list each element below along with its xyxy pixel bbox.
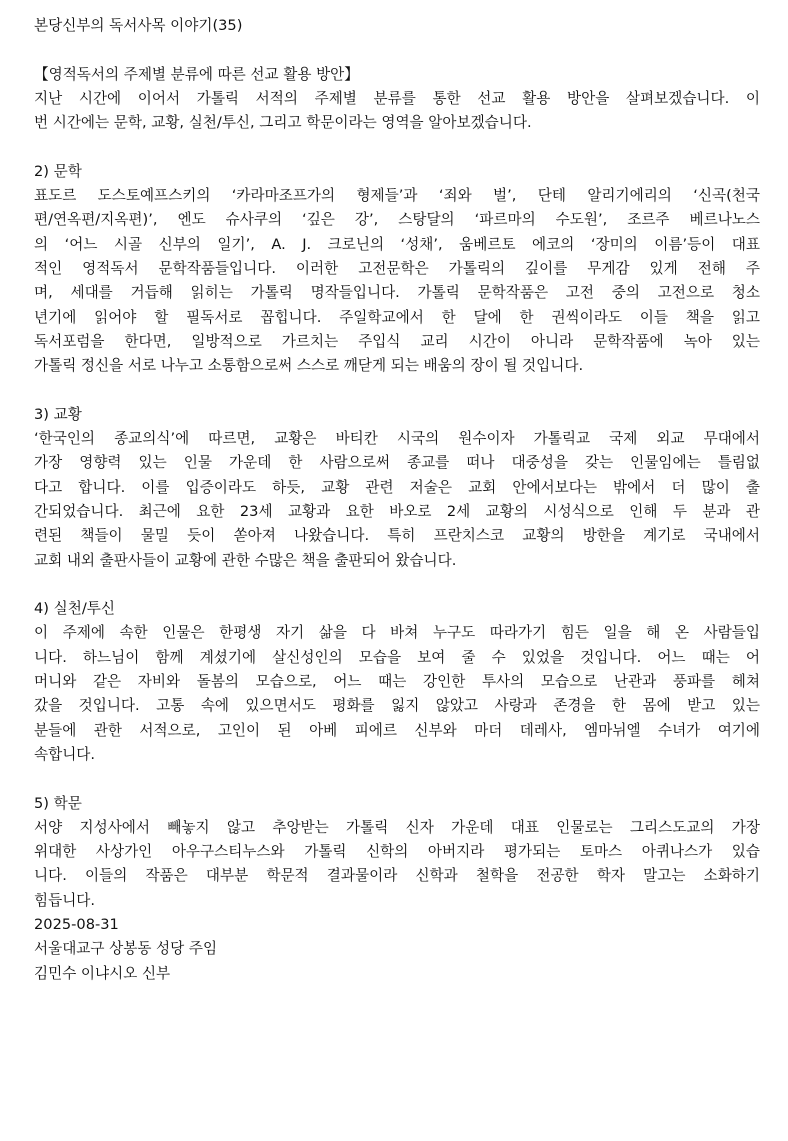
paragraph-line: 의 ‘어느 시골 신부의 일기’, A. J. 크로닌의 ‘성채’, 움베르토 에코의 ‘장미의 이름’등이 대표 [34, 235, 760, 253]
publish-date: 2025-08-31 [34, 915, 119, 933]
paragraph-line: 년기에 읽어야 할 필독서로 꼽힙니다. 주일학교에서 한 달에 한 권씩이라도 이들 책을 읽고 [34, 308, 760, 326]
paragraph-line: 독서포럼을 한다면, 일방적으로 가르치는 주입식 교리 시간이 아니라 문학작품에 녹아 있는 [34, 332, 760, 350]
section-heading-pope: 3) 교황 [34, 405, 82, 423]
spacer [34, 38, 760, 62]
spacer [34, 573, 760, 597]
section-heading-main: 【영적독서의 주제별 분류에 따른 선교 활용 방안】 [34, 65, 359, 83]
paragraph-line: ‘한국인의 종교의식’에 따르면, 교황은 바티칸 시국의 원수이자 가톨릭교 국제 외교 무대에서 [34, 430, 760, 448]
paragraph-line: 이 주제에 속한 인물은 한평생 자기 삶을 다 바쳐 누구도 따라가기 힘든 일을 해 온 사람들입 [34, 624, 760, 642]
paragraph-line: 머니와 같은 자비와 돌봄의 모습으로, 어느 때는 강인한 투사의 모습으로 난관과 풍파를 헤쳐 [34, 673, 760, 691]
spacer [34, 378, 760, 402]
section-heading-literature: 2) 문학 [34, 162, 82, 180]
spacer [34, 767, 760, 791]
author-affiliation: 서울대교구 상봉동 성당 주임 [34, 940, 218, 958]
paragraph-line: 갔을 것입니다. 고통 속에 있으면서도 평화를 잃지 않았고 사랑과 존경을 한 몸에 받고 있는 [34, 697, 760, 715]
paragraph-line: 다고 합니다. 이를 입증이라도 하듯, 교황 관련 저술은 교회 안에서보다는 밖에서 더 많이 출 [34, 478, 760, 496]
intro-line: 번 시간에는 문학, 교황, 실천/투신, 그리고 학문이라는 영역을 알아보겠습니다. [34, 114, 532, 132]
section-heading-practice: 4) 실천/투신 [34, 600, 115, 618]
paragraph-line: 련된 책들이 물밀 듯이 쏟아져 나왔습니다. 특히 프란치스코 교황의 방한을 계기로 국내에서 [34, 527, 760, 545]
paragraph-line: 서양 지성사에서 빼놓지 않고 추앙받는 가톨릭 신자 가운데 대표 인물로는 그리스도교의 가장 [34, 818, 760, 836]
spacer [34, 135, 760, 159]
paragraph-line: 힘듭니다. [34, 891, 96, 909]
paragraph-line: 편/연옥편/지옥편)’, 엔도 슈사쿠의 ‘깊은 강’, 스탕달의 ‘파르마의 수도원’, 조르주 베르나노스 [34, 211, 760, 229]
intro-line: 지난 시간에 이어서 가톨릭 서적의 주제별 분류를 통한 선교 활용 방안을 살펴보겠습니다. 이 [34, 89, 760, 107]
paragraph-line: 가톨릭 정신을 서로 나누고 소통함으로써 스스로 깨닫게 되는 배움의 장이 될 것입니다. [34, 357, 584, 375]
document-title: 본당신부의 독서사목 이야기(35) [34, 17, 243, 34]
paragraph-line: 교회 내외 출판사들이 교황에 관한 수많은 책을 출판되어 왔습니다. [34, 551, 457, 569]
paragraph-line: 가장 영향력 있는 인물 가운데 한 사람으로써 종교를 떠나 대중성을 갖는 인물임에는 틀림없 [34, 454, 760, 472]
section-heading-scholarship: 5) 학문 [34, 794, 82, 812]
paragraph-line: 니다. 하느님이 함께 계셨기에 살신성인의 모습을 보여 줄 수 있었을 것입니다. 어느 때는 어 [34, 648, 760, 666]
paragraph-line: 분들에 관한 서적으로, 고인이 된 아베 피에르 신부와 마더 데레사, 엠마뉘엘 수녀가 여기에 [34, 721, 760, 739]
paragraph-line: 적인 영적독서 문학작품들입니다. 이러한 고전문학은 가톨릭의 깊이를 무게감 있게 전해 주 [34, 259, 760, 277]
paragraph-line: 간되었습니다. 최근에 요한 23세 교황과 요한 바오로 2세 교황의 시성식으로 인해 두 분과 관 [34, 502, 760, 520]
paragraph-line: 며, 세대를 거듭해 읽히는 가톨릭 명작들입니다. 가톨릭 문학작품은 고전 중의 고전으로 청소 [34, 284, 760, 302]
paragraph-line: 니다. 이들의 작품은 대부분 학문적 결과물이라 신학과 철학을 전공한 학자 말고는 소화하기 [34, 867, 760, 885]
paragraph-line: 표도르 도스토예프스키의 ‘카라마조프가의 형제들’과 ‘죄와 벌’, 단테 알리기에리의 ‘신곡(천국 [34, 187, 760, 205]
author-name: 김민수 이냐시오 신부 [34, 964, 171, 982]
paragraph-line: 속합니다. [34, 745, 96, 763]
paragraph-line: 위대한 사상가인 아우구스티누스와 가톨릭 신학의 아버지라 평가되는 토마스 아퀴나스가 있습 [34, 843, 760, 861]
